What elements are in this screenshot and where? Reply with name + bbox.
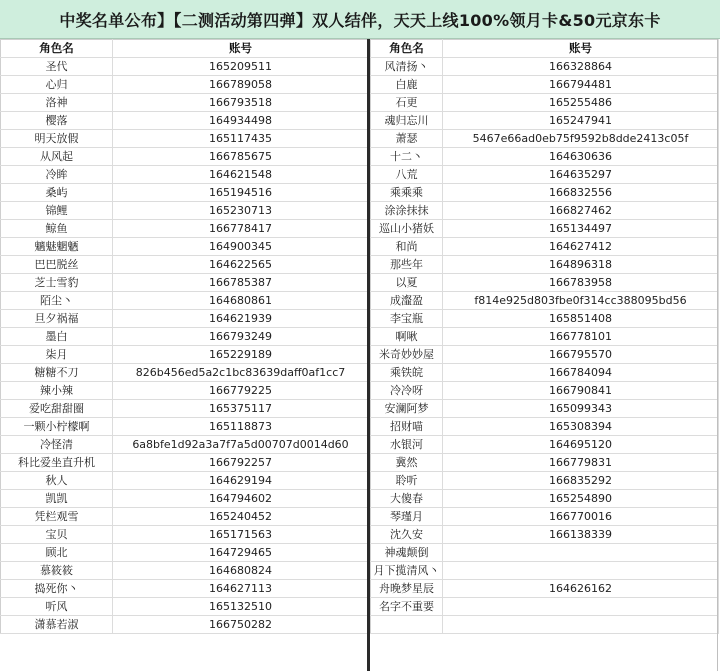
account-cell: 164630636 (443, 148, 719, 166)
table-row (371, 400, 719, 418)
role-name-cell: 乘乘乘 (371, 184, 443, 202)
table-row (1, 76, 369, 94)
role-name-cell: 桑屿 (1, 184, 113, 202)
role-name-cell: 石更 (371, 94, 443, 112)
role-name-cell: 墨白 (1, 328, 113, 346)
account-cell: 164900345 (113, 238, 369, 256)
role-name-cell: 招财喵 (371, 418, 443, 436)
role-name-cell: 锦鲤 (1, 202, 113, 220)
account-cell: 165375117 (113, 400, 369, 418)
account-cell: 165132510 (113, 598, 369, 616)
role-name-cell: 八荒 (371, 166, 443, 184)
account-cell: 165240452 (113, 508, 369, 526)
table-row (371, 580, 719, 598)
role-name-cell: 涂涂抹抹 (371, 202, 443, 220)
table-row (371, 436, 719, 454)
role-name-cell: 圣代 (1, 58, 113, 76)
role-name-cell: 月下揽清风丶 (371, 562, 443, 580)
role-name-cell: 顾北 (1, 544, 113, 562)
table-row (1, 184, 369, 202)
account-cell: 164729465 (113, 544, 369, 562)
table-row (1, 382, 369, 400)
role-name-cell: 成瀣盈 (371, 292, 443, 310)
role-name-cell: 宝贝 (1, 526, 113, 544)
role-name-cell: 从风起 (1, 148, 113, 166)
role-name-cell: 那些年 (371, 256, 443, 274)
account-cell: 166778101 (443, 328, 719, 346)
table-row (371, 526, 719, 544)
table-row (1, 562, 369, 580)
role-name-cell: 名字不重要 (371, 598, 443, 616)
account-cell (443, 616, 719, 634)
role-name-cell: 慕筱筱 (1, 562, 113, 580)
table-row (1, 598, 369, 616)
role-name-cell: 洛神 (1, 94, 113, 112)
table-row (371, 148, 719, 166)
account-cell: f814e925d803fbe0f314cc388095bd56 (443, 292, 719, 310)
role-name-cell: 冷冷呀 (371, 382, 443, 400)
role-name-cell: 以夏 (371, 274, 443, 292)
role-name-cell: 风清扬丶 (371, 58, 443, 76)
role-name-cell: 乘铁皖 (371, 364, 443, 382)
role-name-cell: 潇慕若淑 (1, 616, 113, 634)
account-cell: 166779225 (113, 382, 369, 400)
table-row (371, 346, 719, 364)
role-name-cell: 白鹿 (371, 76, 443, 94)
account-cell: 166793249 (113, 328, 369, 346)
account-cell: 164627113 (113, 580, 369, 598)
role-name-cell: 科比爱坐直升机 (1, 454, 113, 472)
role-name-cell: 听风 (1, 598, 113, 616)
account-cell: 166328864 (443, 58, 719, 76)
account-cell: 166779831 (443, 454, 719, 472)
role-name-cell: 啊啾 (371, 328, 443, 346)
role-name-cell: 萧瑟 (371, 130, 443, 148)
winner-table-left (0, 39, 369, 634)
account-cell: 5467e66ad0eb75f9592b8dde2413c05f (443, 130, 719, 148)
account-cell: 165230713 (113, 202, 369, 220)
table-row (371, 58, 719, 76)
account-cell: 165194516 (113, 184, 369, 202)
role-name-cell: 冀然 (371, 454, 443, 472)
table-row (1, 130, 369, 148)
table-edge (717, 39, 718, 671)
table-row (1, 274, 369, 292)
role-name-cell: 米奇妙妙屋 (371, 346, 443, 364)
table-row (1, 400, 369, 418)
account-cell: 164680824 (113, 562, 369, 580)
table-row (371, 616, 719, 634)
role-name-cell: 李宝瓶 (371, 310, 443, 328)
account-cell: 165308394 (443, 418, 719, 436)
table-row (371, 202, 719, 220)
column-header-name: 角色名 (1, 40, 113, 58)
role-name-cell: 魑魅魍魉 (1, 238, 113, 256)
table-row (1, 418, 369, 436)
account-cell: 164896318 (443, 256, 719, 274)
account-cell: 164621939 (113, 310, 369, 328)
role-name-cell: 爱吃甜甜圈 (1, 400, 113, 418)
table-row (1, 526, 369, 544)
role-name-cell: 巡山小猪妖 (371, 220, 443, 238)
account-cell: 164622565 (113, 256, 369, 274)
account-cell: 826b456ed5a2c1bc83639daff0af1cc7 (113, 364, 369, 382)
role-name-cell: 芝士雪豹 (1, 274, 113, 292)
table-row (371, 454, 719, 472)
account-cell: 166789058 (113, 76, 369, 94)
role-name-cell: 大傻春 (371, 490, 443, 508)
account-cell: 166785387 (113, 274, 369, 292)
role-name-cell: 神魂颠倒 (371, 544, 443, 562)
table-row (1, 472, 369, 490)
role-name-cell: 沈久安 (371, 526, 443, 544)
account-cell: 166770016 (443, 508, 719, 526)
account-cell: 165255486 (443, 94, 719, 112)
table-row (371, 310, 719, 328)
role-name-cell: 捣死你丶 (1, 580, 113, 598)
table-row (1, 112, 369, 130)
table-row (371, 76, 719, 94)
role-name-cell: 凭栏观雪 (1, 508, 113, 526)
role-name-cell: 樱落 (1, 112, 113, 130)
account-cell: 166138339 (443, 526, 719, 544)
account-cell: 166784094 (443, 364, 719, 382)
table-row (371, 256, 719, 274)
role-name-cell: 水银河 (371, 436, 443, 454)
account-cell: 166785675 (113, 148, 369, 166)
table-row (1, 544, 369, 562)
table-row (1, 238, 369, 256)
role-name-cell: 安澜阿梦 (371, 400, 443, 418)
account-cell: 164680861 (113, 292, 369, 310)
account-cell: 166794481 (443, 76, 719, 94)
table-row (371, 292, 719, 310)
table-row (1, 508, 369, 526)
table-row (371, 94, 719, 112)
table-row (1, 328, 369, 346)
table-row (1, 454, 369, 472)
role-name-cell: 魂归忘川 (371, 112, 443, 130)
table-row (371, 274, 719, 292)
account-cell: 165099343 (443, 400, 719, 418)
table-row (1, 292, 369, 310)
role-name-cell: 心归 (1, 76, 113, 94)
role-name-cell: 柒月 (1, 346, 113, 364)
role-name-cell: 辣小辣 (1, 382, 113, 400)
column-header-name: 角色名 (371, 40, 443, 58)
account-cell: 166793518 (113, 94, 369, 112)
table-row (371, 220, 719, 238)
account-cell: 165229189 (113, 346, 369, 364)
role-name-cell: 十二丶 (371, 148, 443, 166)
account-cell: 165247941 (443, 112, 719, 130)
table-row (371, 130, 719, 148)
account-cell: 165254890 (443, 490, 719, 508)
account-cell: 164635297 (443, 166, 719, 184)
account-cell: 164695120 (443, 436, 719, 454)
table-row (371, 544, 719, 562)
table-row (371, 562, 719, 580)
column-header-account: 账号 (443, 40, 719, 58)
account-cell: 165118873 (113, 418, 369, 436)
table-row (1, 616, 369, 634)
role-name-cell: 凯凯 (1, 490, 113, 508)
page-title: 中奖名单公布】【二测活动第四弹】双人结伴，天天上线100%领月卡&50元京东卡 (0, 0, 720, 39)
table-row (1, 220, 369, 238)
account-cell: 164934498 (113, 112, 369, 130)
account-cell (443, 562, 719, 580)
table-row (1, 166, 369, 184)
account-cell: 166832556 (443, 184, 719, 202)
table-row (1, 148, 369, 166)
account-cell: 166790841 (443, 382, 719, 400)
table-row (1, 436, 369, 454)
role-name-cell: 一颗小柠檬啊 (1, 418, 113, 436)
account-cell: 165171563 (113, 526, 369, 544)
account-cell (443, 598, 719, 616)
header-row (1, 40, 369, 58)
account-cell: 164794602 (113, 490, 369, 508)
account-cell: 165117435 (113, 130, 369, 148)
account-cell: 165851408 (443, 310, 719, 328)
table-row (371, 184, 719, 202)
header-row (371, 40, 719, 58)
account-cell: 166795570 (443, 346, 719, 364)
role-name-cell: 旦夕祸福 (1, 310, 113, 328)
table-row (1, 364, 369, 382)
role-name-cell: 聆听 (371, 472, 443, 490)
table-row (371, 472, 719, 490)
account-cell: 166783958 (443, 274, 719, 292)
winner-table-right (370, 39, 719, 634)
table-row (1, 202, 369, 220)
account-cell: 164621548 (113, 166, 369, 184)
role-name-cell: 鲸鱼 (1, 220, 113, 238)
table-row (1, 94, 369, 112)
role-name-cell: 和尚 (371, 238, 443, 256)
table-row (371, 364, 719, 382)
column-header-account: 账号 (113, 40, 369, 58)
table-row (371, 112, 719, 130)
account-cell: 6a8bfe1d92a3a7f7a5d00707d0014d60 (113, 436, 369, 454)
role-name-cell: 陌尘丶 (1, 292, 113, 310)
account-cell (443, 544, 719, 562)
table-row (371, 166, 719, 184)
account-cell: 164629194 (113, 472, 369, 490)
table-row (371, 328, 719, 346)
table-row (371, 238, 719, 256)
table-row (1, 580, 369, 598)
table-row (1, 256, 369, 274)
table-row (371, 598, 719, 616)
table-row (1, 58, 369, 76)
role-name-cell (371, 616, 443, 634)
account-cell: 164626162 (443, 580, 719, 598)
role-name-cell: 秋人 (1, 472, 113, 490)
table-row (371, 508, 719, 526)
account-cell: 166792257 (113, 454, 369, 472)
role-name-cell: 巴巴脱丝 (1, 256, 113, 274)
table-row (1, 346, 369, 364)
role-name-cell: 糖糖不刀 (1, 364, 113, 382)
account-cell: 164627412 (443, 238, 719, 256)
role-name-cell: 明天放假 (1, 130, 113, 148)
account-cell: 166835292 (443, 472, 719, 490)
account-cell: 165134497 (443, 220, 719, 238)
role-name-cell: 琴瑾月 (371, 508, 443, 526)
account-cell: 166778417 (113, 220, 369, 238)
table-row (1, 310, 369, 328)
account-cell: 166750282 (113, 616, 369, 634)
table-row (371, 382, 719, 400)
role-name-cell: 冷怪清 (1, 436, 113, 454)
table-row (371, 418, 719, 436)
role-name-cell: 冷眸 (1, 166, 113, 184)
table-row (371, 490, 719, 508)
account-cell: 165209511 (113, 58, 369, 76)
account-cell: 166827462 (443, 202, 719, 220)
table-row (1, 490, 369, 508)
role-name-cell: 舟晚梦星辰 (371, 580, 443, 598)
